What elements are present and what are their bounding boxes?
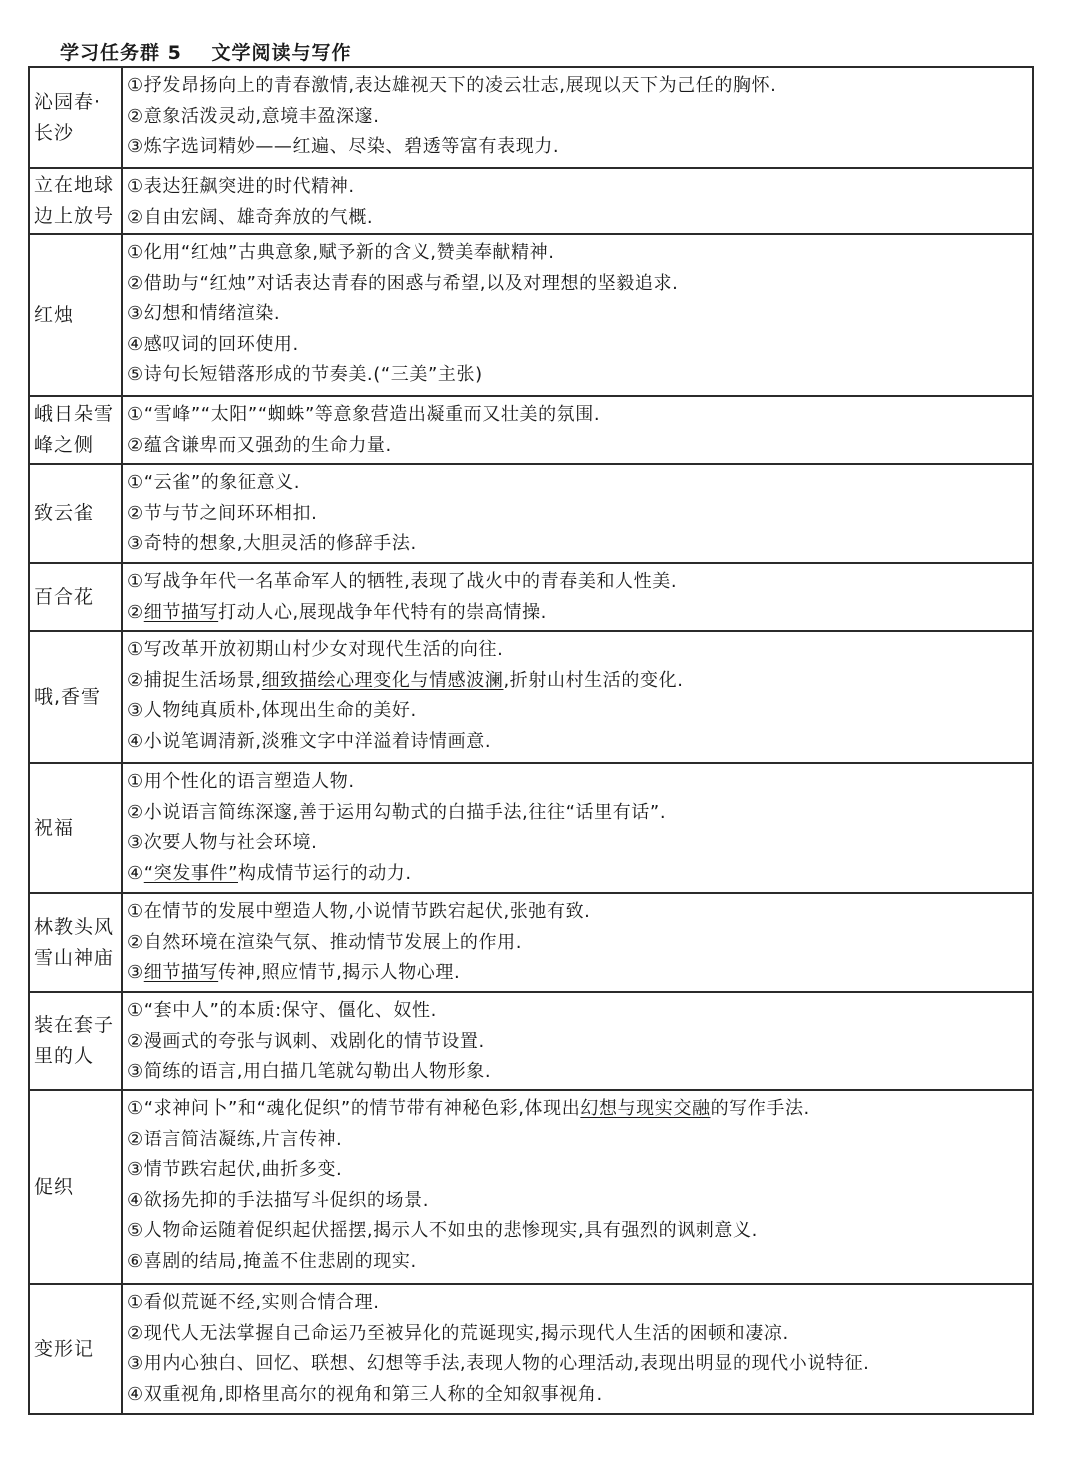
key-point: ③细节描写传神,照应情节,揭示人物心理. — [127, 962, 461, 983]
key-points — [123, 68, 1032, 167]
key-points — [123, 1285, 1032, 1413]
work-title: 促织 — [30, 1091, 123, 1283]
underlined-phrase: 幻想与现实交融 — [580, 1098, 711, 1119]
key-point: ⑤人物命运随着促织起伏摇摆,揭示人不如虫的悲惨现实,具有强烈的讽刺意义. — [127, 1220, 758, 1241]
key-point: ①“雪峰”“太阳”“蜘蛛”等意象营造出凝重而又壮美的氛围. — [127, 404, 601, 425]
key-points — [123, 397, 1032, 463]
key-point: ③人物纯真质朴,体现出生命的美好. — [127, 700, 417, 721]
key-point: ①抒发昂扬向上的青春激情,表达雄视天下的凌云壮志,展现以天下为己任的胸怀. — [127, 75, 777, 96]
key-point: ②捕捉生活场景,细致描绘心理变化与情感波澜,折射山村生活的变化. — [127, 669, 684, 691]
key-point: ①表达狂飙突进的时代精神. — [127, 176, 355, 197]
key-point: ③奇特的想象,大胆灵活的修辞手法. — [127, 533, 417, 554]
underlined-phrase: “突发事件” — [143, 862, 238, 884]
work-title: 致云雀 — [30, 465, 123, 562]
key-point: ②意象活泼灵动,意境丰盈深邃. — [127, 105, 380, 127]
summary-table — [28, 66, 1034, 1415]
work-title: 沁园春·长沙 — [30, 68, 123, 167]
key-point: ②自由宏阔、雄奇奔放的气概. — [127, 206, 374, 228]
underlined-phrase: 细节描写 — [143, 962, 219, 983]
key-point: ③简练的语言,用白描几笔就勾勒出人物形象. — [127, 1061, 492, 1082]
table-row — [30, 397, 1032, 465]
table-row — [30, 465, 1032, 564]
key-point: ⑤诗句长短错落形成的节奏美.(“三美”主张) — [127, 364, 483, 385]
key-point: ②蕴含谦卑而又强劲的生命力量. — [127, 434, 392, 456]
key-point: ③情节跌宕起伏,曲折多变. — [127, 1159, 343, 1180]
key-points — [123, 764, 1032, 892]
key-point: ④欲扬先抑的手法描写斗促织的场景. — [127, 1189, 430, 1211]
key-point: ③幻想和情绪渲染. — [127, 303, 281, 324]
key-point: ②现代人无法掌握自己命运乃至被异化的荒诞现实,揭示现代人生活的困顿和凄凉. — [127, 1322, 789, 1344]
key-point: ②自然环境在渲染气氛、推动情节发展上的作用. — [127, 931, 523, 953]
key-point: ③用内心独白、回忆、联想、幻想等手法,表现人物的心理活动,表现出明显的现代小说特征. — [127, 1353, 870, 1374]
key-point: ②借助与“红烛”对话表达青春的困惑与希望,以及对理想的坚毅追求. — [127, 272, 679, 294]
work-title: 红烛 — [30, 235, 123, 395]
key-points — [123, 1091, 1032, 1283]
table-row — [30, 1091, 1032, 1285]
key-points — [123, 564, 1032, 630]
key-points — [123, 465, 1032, 562]
key-point: ②细节描写打动人心,展现战争年代特有的崇高情操. — [127, 601, 547, 623]
table-row — [30, 764, 1032, 894]
key-point: ④小说笔调清新,淡雅文字中洋溢着诗情画意. — [127, 730, 492, 752]
key-point: ①用个性化的语言塑造人物. — [127, 771, 355, 792]
key-point: ①化用“红烛”古典意象,赋予新的含义,赞美奉献精神. — [127, 242, 555, 263]
key-points — [123, 993, 1032, 1089]
key-point: ⑥喜剧的结局,掩盖不住悲剧的现实. — [127, 1250, 417, 1272]
work-title: 峨日朵雪峰之侧 — [30, 397, 123, 463]
key-point: ①在情节的发展中塑造人物,小说情节跌宕起伏,张弛有致. — [127, 901, 591, 922]
work-title: 立在地球边上放号 — [30, 169, 123, 233]
key-point: ①写战争年代一名革命军人的牺牲,表现了战火中的青春美和人性美. — [127, 571, 678, 592]
key-point: ②节与节之间环环相扣. — [127, 502, 318, 524]
work-title: 装在套子里的人 — [30, 993, 123, 1089]
section-header — [60, 38, 351, 65]
subject-label: 文学阅读与写作 — [211, 42, 352, 64]
table-row — [30, 564, 1032, 632]
key-point: ①写改革开放初期山村少女对现代生活的向往. — [127, 639, 504, 660]
key-point: ③炼字选词精妙——红遍、尽染、碧透等富有表现力. — [127, 136, 560, 157]
work-title: 林教头风雪山神庙 — [30, 894, 123, 991]
key-point: ①“云雀”的象征意义. — [127, 472, 301, 493]
table-row — [30, 1285, 1032, 1415]
key-point: ①“套中人”的本质:保守、僵化、奴性. — [127, 1000, 437, 1021]
key-points — [123, 235, 1032, 395]
key-point: ④双重视角,即格里高尔的视角和第三人称的全知叙事视角. — [127, 1383, 603, 1405]
table-row — [30, 169, 1032, 235]
task-group-label: 学习任务群 5 — [60, 42, 182, 64]
table-row — [30, 993, 1032, 1091]
table-row — [30, 235, 1032, 397]
work-title: 哦,香雪 — [30, 632, 123, 762]
table-row — [30, 632, 1032, 764]
underlined-phrase: 细致描绘心理变化与情感波澜 — [261, 669, 504, 691]
key-points — [123, 632, 1032, 762]
key-point: ②漫画式的夸张与讽刺、戏剧化的情节设置. — [127, 1030, 485, 1052]
key-point: ④感叹词的回环使用. — [127, 333, 299, 355]
key-point: ①看似荒诞不经,实则合情合理. — [127, 1292, 380, 1313]
underlined-phrase: 细节描写 — [143, 601, 219, 623]
work-title: 祝福 — [30, 764, 123, 892]
key-point: ③次要人物与社会环境. — [127, 832, 318, 853]
key-point: ②语言简洁凝练,片言传神. — [127, 1128, 343, 1150]
key-points — [123, 169, 1032, 233]
work-title: 变形记 — [30, 1285, 123, 1413]
table-row — [30, 894, 1032, 993]
key-point: ②小说语言简练深邃,善于运用勾勒式的白描手法,往往“话里有话”. — [127, 801, 667, 823]
table-row — [30, 68, 1032, 169]
key-point: ①“求神问卜”和“魂化促织”的情节带有神秘色彩,体现出幻想与现实交融的写作手法. — [127, 1098, 810, 1119]
key-point: ④“突发事件”构成情节运行的动力. — [127, 862, 412, 884]
work-title: 百合花 — [30, 564, 123, 630]
key-points — [123, 894, 1032, 991]
